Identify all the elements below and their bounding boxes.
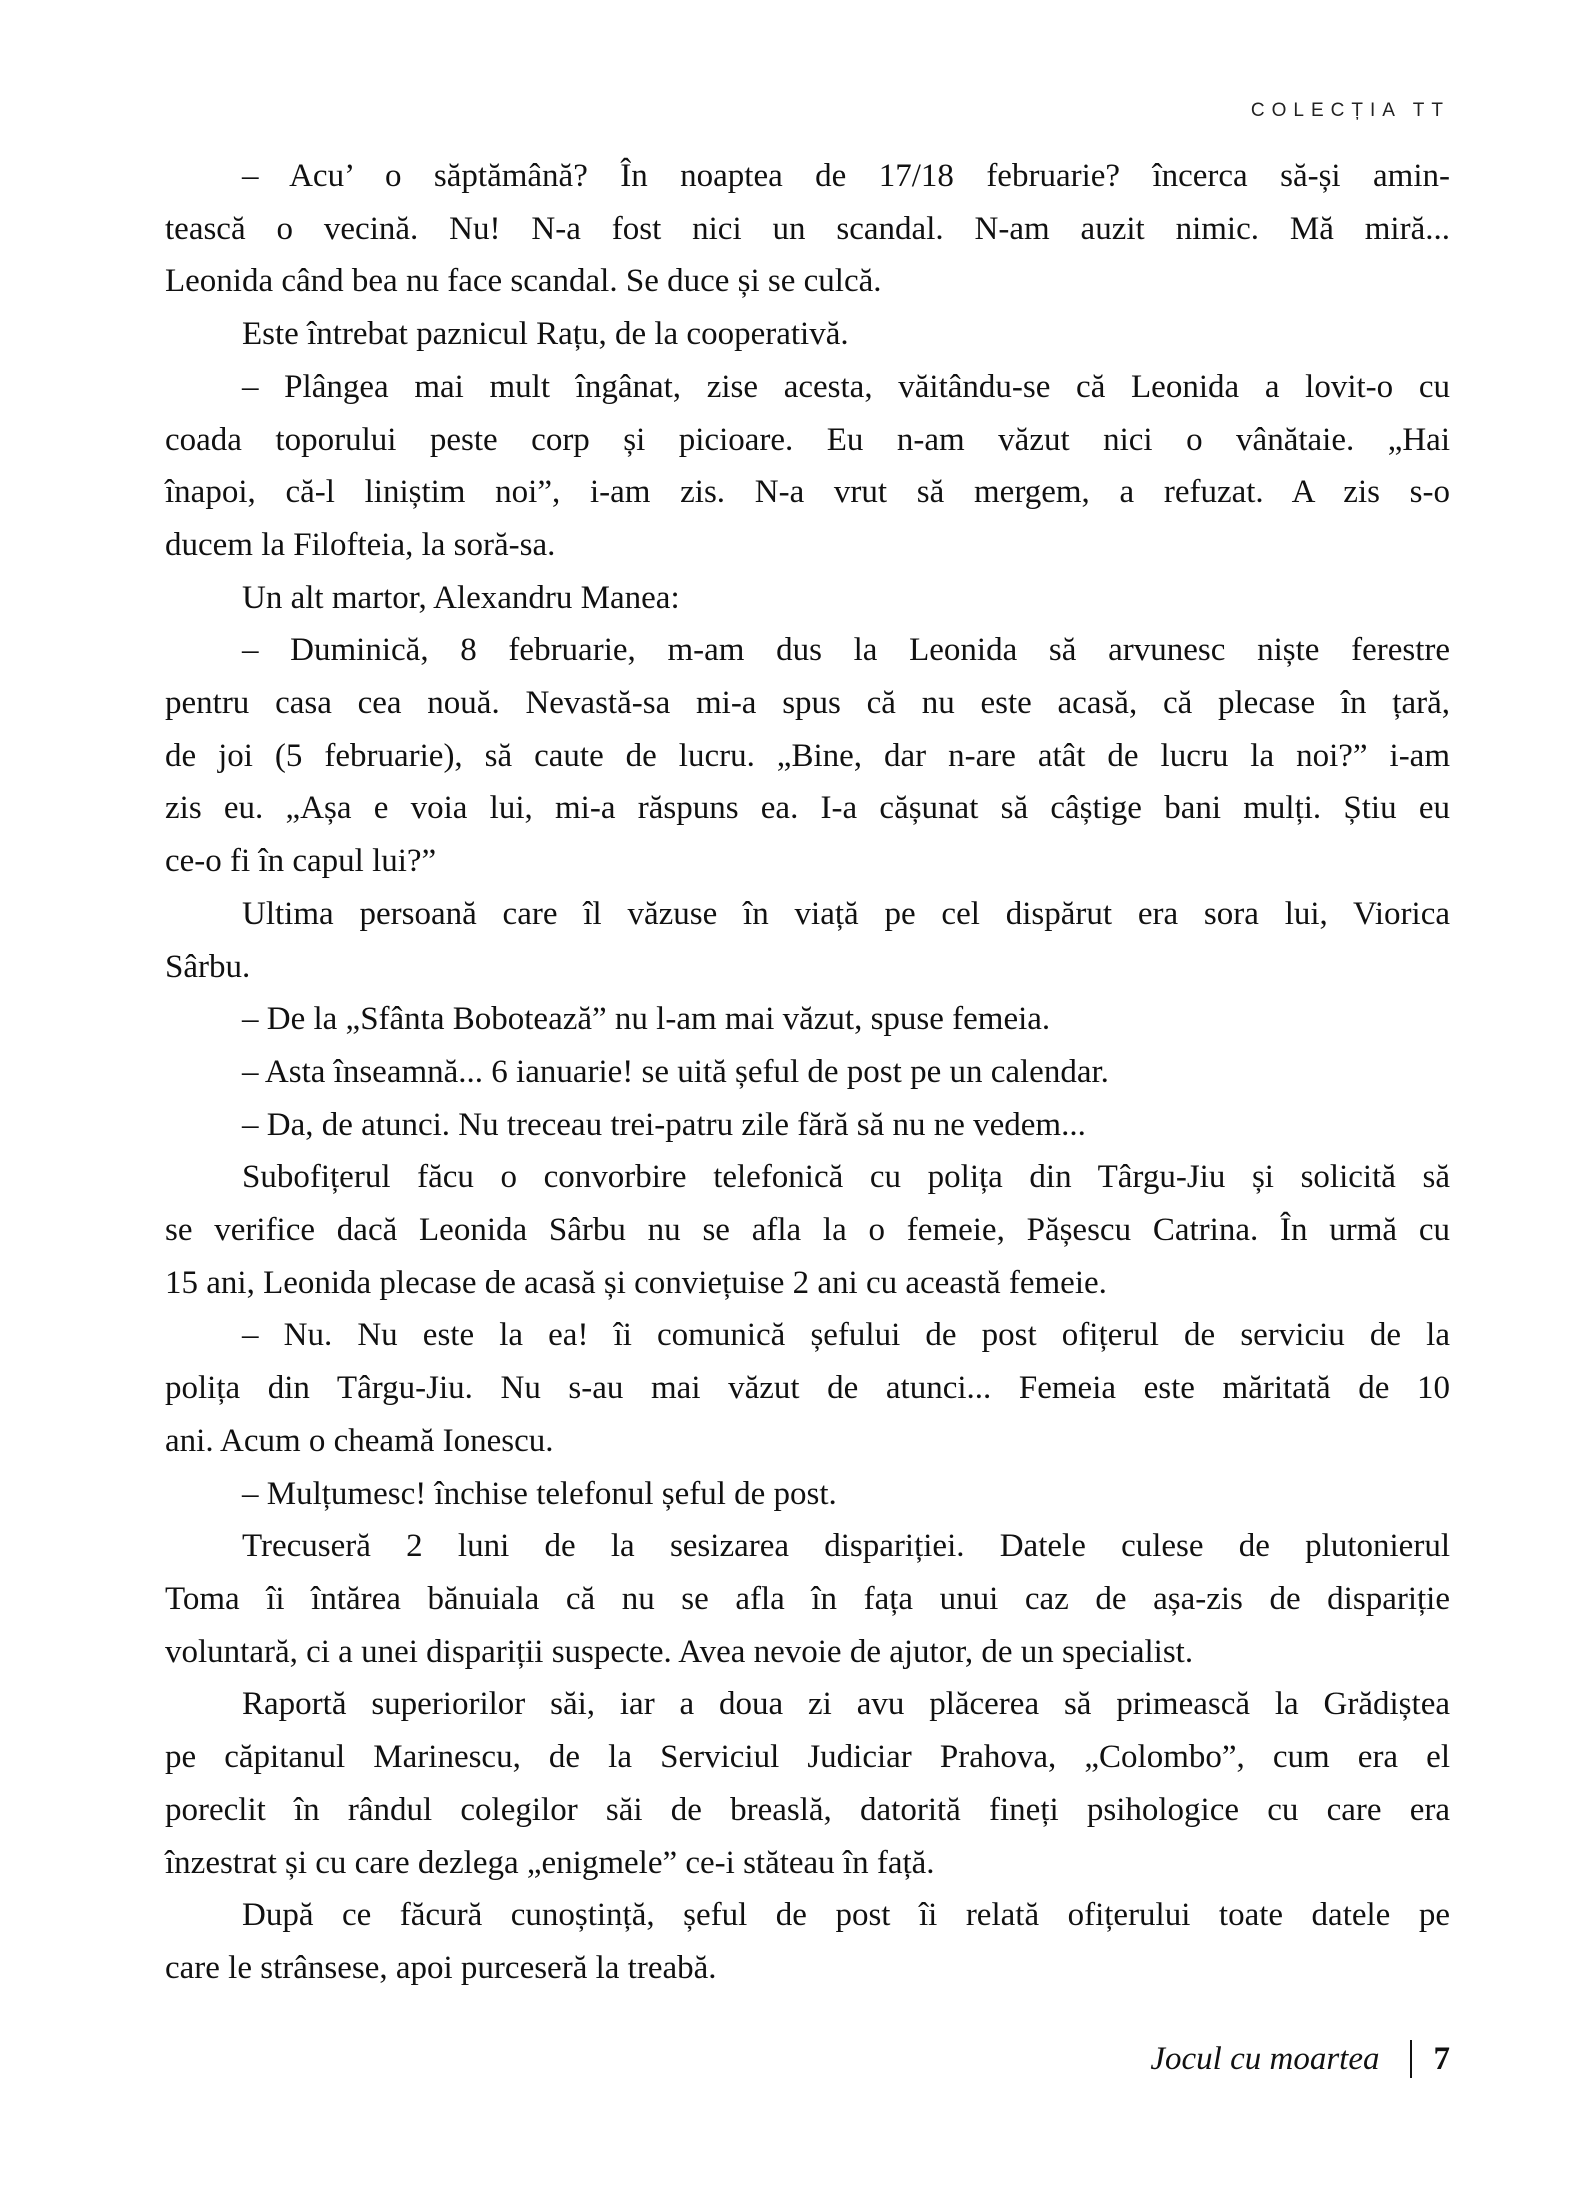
text-line: care le strânsese, apoi purceseră la treabă. [165,1949,717,1986]
paragraph [165,361,1450,572]
text-line: polița din Târgu-Jiu. Nu s-au mai văzut de atunci... Femeia este măritată de 10 [165,1370,1450,1407]
text-line: poreclit în rândul colegilor săi de breaslă, datorită fineți psihologice cu care era [165,1791,1450,1828]
text-line: înzestrat și cu care dezlega „enigmele” ce-i stăteau în față. [165,1844,935,1881]
text-line: – Duminică, 8 februarie, m-am dus la Leonida să arvunesc niște ferestre [242,632,1450,669]
text-line: zis eu. „Așa e voia lui, mi-a răspuns ea. I-a cășunat să câștige bani mulți. Știu eu [165,790,1450,827]
text-line: Subofițerul făcu o convorbire telefonică cu polița din Târgu-Jiu și solicită să [242,1159,1450,1196]
text-line: Ultima persoană care îl văzuse în viață pe cel dispărut era sora lui, Viorica [242,895,1450,932]
text-line: – Acu’ o săptămână? În noaptea de 17/18 februarie? încerca să-și amin- [242,158,1450,194]
text-line: – De la „Sfânta Bobotează” nu l-am mai văzut, spuse femeia. [242,1001,1051,1038]
text-line: După ce făcură cunoștință, șeful de post îi relată ofițerului toate datele pe [242,1897,1450,1934]
paragraph [165,993,1450,1046]
text-line: Un alt martor, Alexandru Manea: [242,579,680,616]
page-footer [1150,2040,1450,2078]
paragraph [165,888,1450,993]
paragraph [165,1889,1450,1994]
running-header: COLECȚIA TT [1250,100,1450,121]
paragraph [165,1151,1450,1309]
text-line: Raportă superiorilor săi, iar a doua zi avu plăcerea să primească la Grădiștea [242,1686,1450,1723]
book-title: Jocul cu moartea [1150,2040,1380,2077]
body-text [165,150,1450,1995]
paragraph [165,572,1450,625]
text-line: ani. Acum o cheamă Ionescu. [165,1422,554,1459]
text-line: Toma îi întărea bănuiala că nu se afla în fața unui caz de așa-zis de dispariție [165,1580,1450,1617]
text-line: Leonida când bea nu face scandal. Se duce și se culcă. [165,263,882,300]
text-line: voluntară, ci a unei dispariții suspecte. Avea nevoie de ajutor, de un specialist. [165,1633,1194,1670]
text-line: de joi (5 februarie), să caute de lucru. „Bine, dar n-are atât de lucru la noi?” i-am [165,737,1450,774]
paragraph [165,1468,1450,1521]
paragraph [165,1309,1450,1467]
text-line: tească o vecină. Nu! N-a fost nici un scandal. N-am auzit nimic. Mă miră... [165,210,1450,247]
text-line: înapoi, că-l liniștim noi”, i-am zis. N-a vrut să mergem, a refuzat. A zis s-o [165,474,1450,511]
paragraph [165,624,1450,888]
paragraph [165,150,1450,308]
text-line: Este întrebat paznicul Rațu, de la cooperativă. [242,316,849,353]
paragraph [165,308,1450,361]
text-line: pe căpitanul Marinescu, de la Serviciul Judiciar Prahova, „Colombo”, cum era el [165,1739,1450,1776]
text-line: ducem la Filofteia, la soră-sa. [165,526,556,563]
text-line: se verifice dacă Leonida Sârbu nu se afla la o femeie, Pășescu Catrina. În urmă cu [165,1212,1450,1249]
paragraph [165,1046,1450,1099]
page-number: 7 [1433,2040,1450,2077]
paragraph [165,1678,1450,1889]
text-line: – Mulțumesc! închise telefonul șeful de post. [242,1475,837,1512]
text-line: – Nu. Nu este la ea! îi comunică șefului de post ofițerul de serviciu de la [242,1317,1450,1354]
text-line: Trecuseră 2 luni de la sesizarea dispariției. Datele culese de plutonierul [242,1528,1450,1565]
text-line: 15 ani, Leonida plecase de acasă și conviețuise 2 ani cu această femeie. [165,1264,1107,1301]
paragraph [165,1099,1450,1152]
text-line: Sârbu. [165,948,251,985]
text-line: – Plângea mai mult îngânat, zise acesta, văitându-se că Leonida a lovit-o cu [242,368,1450,405]
text-line: pentru casa cea nouă. Nevastă-sa mi-a spus că nu este acasă, că plecase în țară, [165,685,1450,722]
footer-divider [1410,2040,1412,2078]
text-line: – Asta înseamnă... 6 ianuarie! se uită șeful de post pe un calendar. [242,1053,1109,1090]
text-line: coada toporului peste corp și picioare. Eu n-am văzut nici o vânătaie. „Hai [165,421,1450,458]
paragraph [165,1520,1450,1678]
text-line: – Da, de atunci. Nu treceau trei-patru zile fără să nu ne vedem... [242,1106,1086,1143]
text-line: ce-o fi în capul lui?” [165,843,437,880]
